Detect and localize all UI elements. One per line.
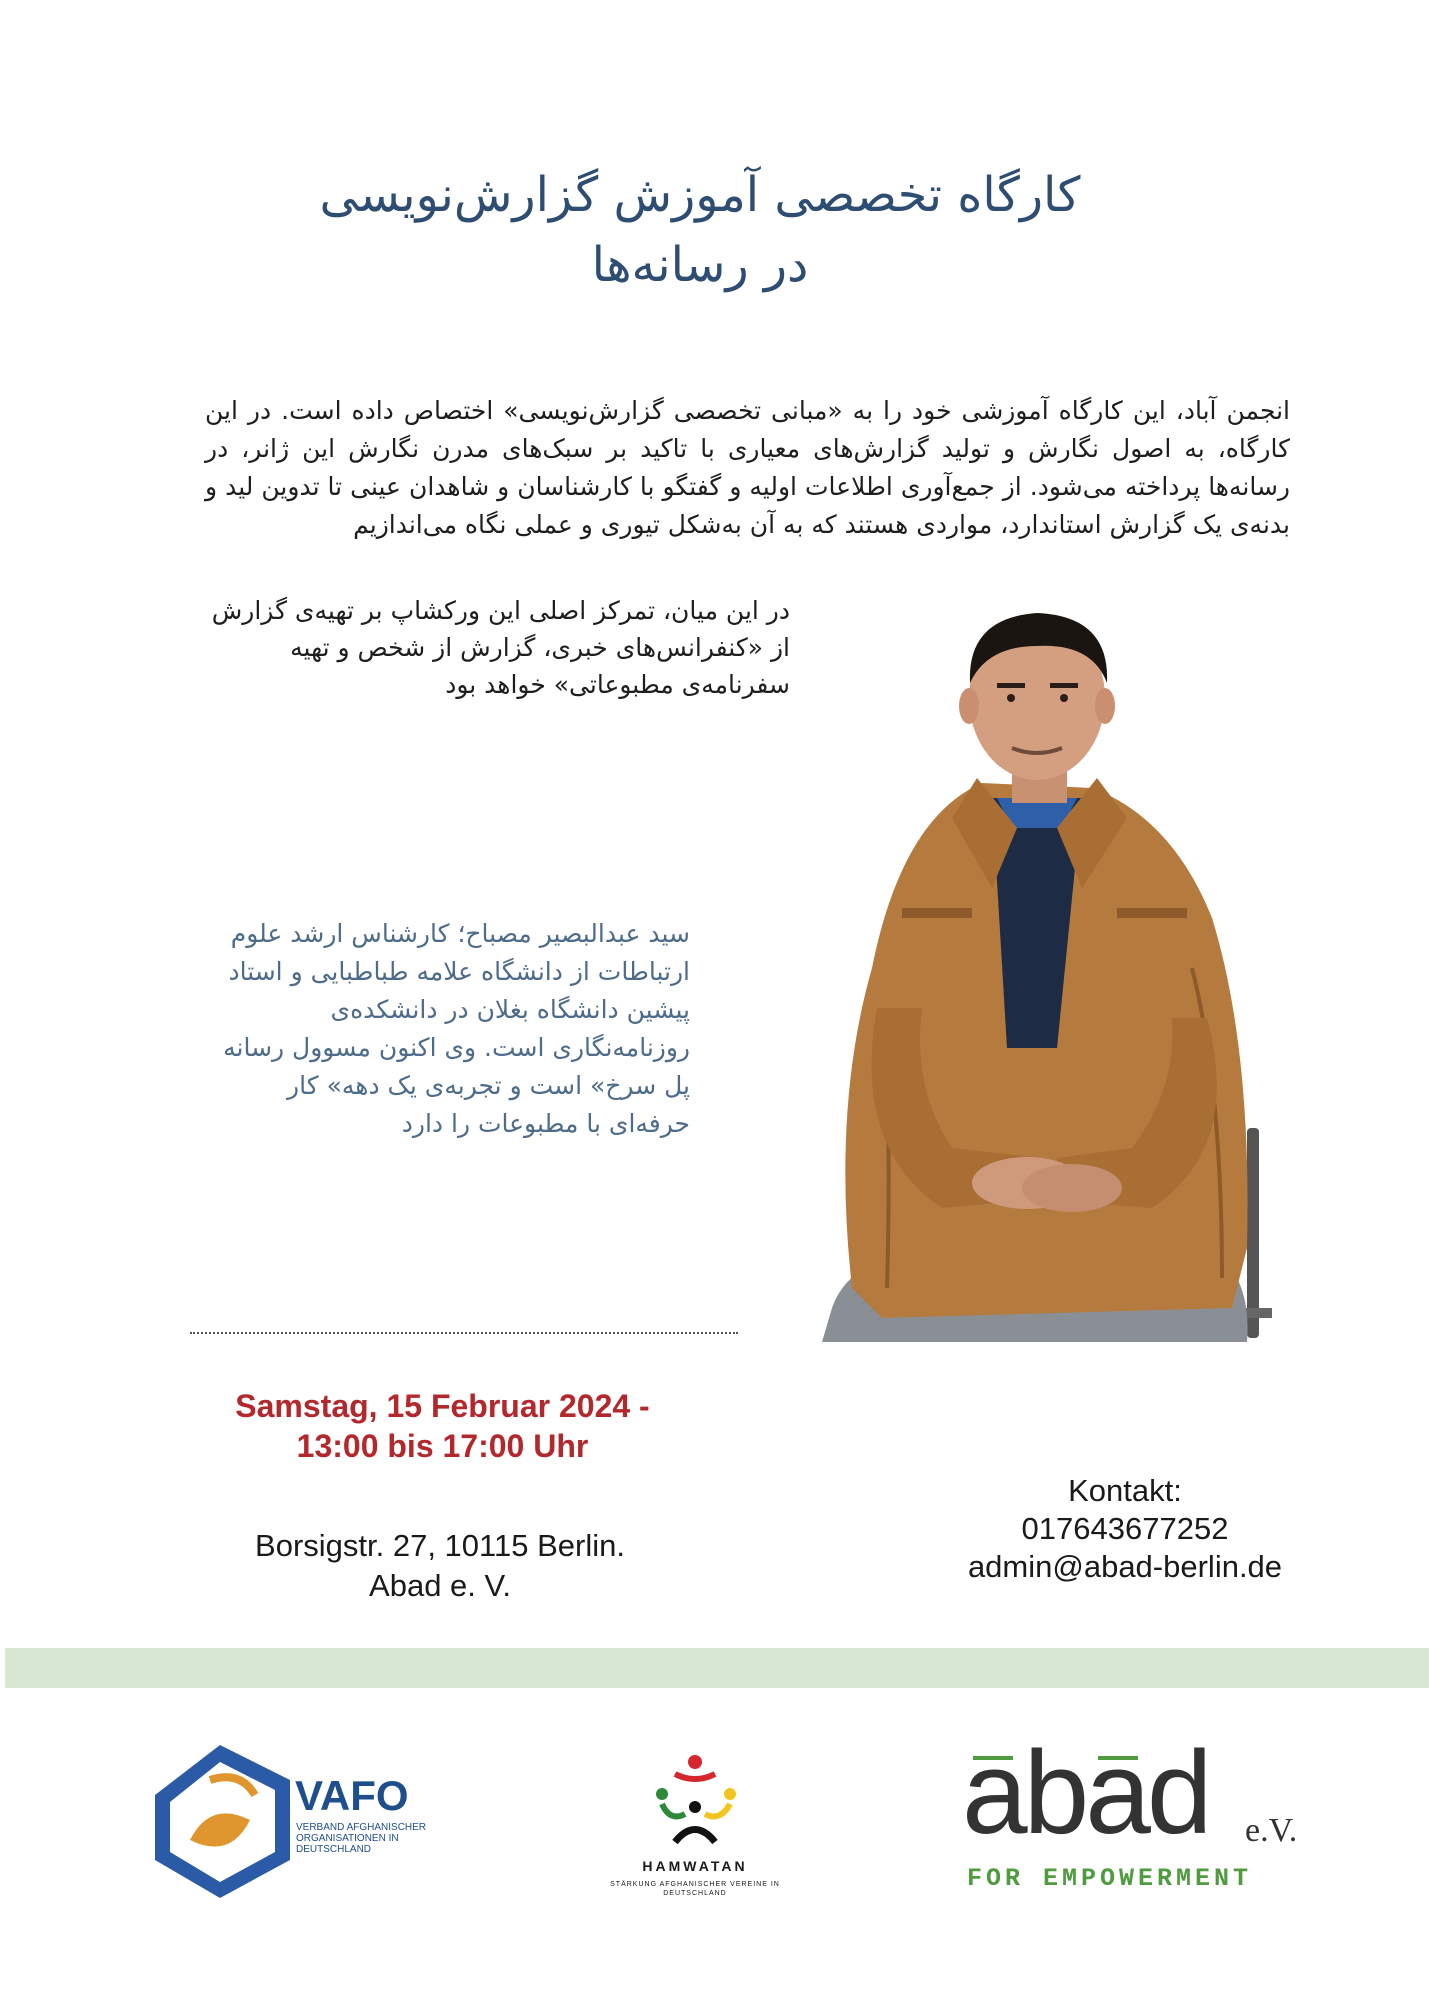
hamwatan-subtitle: STÄRKUNG AFGHANISCHER VEREINE IN DEUTSCHLAND <box>610 1881 780 1897</box>
title-line-2: در رسانه‌ها <box>591 237 809 293</box>
event-datetime <box>170 1386 715 1466</box>
event-time: 13:00 bis 17:00 Uhr <box>296 1428 589 1464</box>
footer-band <box>5 1648 1429 1688</box>
hamwatan-name: HAMWATAN <box>642 1858 748 1874</box>
vafo-subtitle: VERBAND AFGHANISCHER ORGANISATIONEN IN DEUTSCHLAND <box>296 1822 427 1855</box>
abad-tagline: FOR EMPOWERMENT <box>967 1864 1253 1893</box>
event-title <box>250 160 1150 300</box>
abad-wordmark: abad <box>962 1727 1209 1859</box>
hamwatan-logo-icon <box>650 1752 740 1847</box>
event-address <box>200 1526 680 1606</box>
title-line-1: کارگاه تخصصی آموزش گزارش‌نویسی <box>319 167 1081 223</box>
vafo-name: VAFO <box>295 1772 409 1819</box>
intro-paragraph: انجمن آباد، این کارگاه آموزشی خود را به «مبانی تخصصی گزارش‌نویسی» اختصاص داده است. در این کارگاه، به اصول نگارش و تولید گزارش‌های معیاری با تاکید بر سبک‌های مدرن نگارش این ژانر، در رسانه‌ها پرداخته می‌شود. از جمع‌آوری اطلاعات اولیه و گفتگو با کارشناسان و شاهدان عینی تا تدوین لید و بدنه‌ی یک گزارش استاندارد، مواردی هستند که به آن به‌شکل تیوری و عملی نگاه می‌اندازیم <box>205 396 1290 539</box>
speaker-bio: سید عبدالبصیر مصباح؛ کارشناس ارشد علوم ارتباطات از دانشگاه علامه طباطبایی و استاد پیشین دانشگاه بغلان در دانشکده‌ی روزنامه‌نگاری است. وی اکنون مسوول رسانه پل سرخ» است و تجربه‌ی یک دهه» کار حرفه‌ای با مطبوعات را دارد <box>223 919 690 1138</box>
contact-block <box>920 1472 1330 1586</box>
vafo-logo-icon <box>150 1740 440 1900</box>
contact-phone: 017643677252 <box>1021 1511 1229 1546</box>
abad-ev: e.V. <box>1245 1812 1298 1849</box>
address-org: Abad e. V. <box>369 1568 511 1603</box>
contact-email: admin@abad-berlin.de <box>967 1549 1283 1584</box>
speaker-photo <box>792 588 1282 1342</box>
dotted-divider <box>190 1332 738 1334</box>
event-date: Samstag, 15 Februar 2024 - <box>235 1388 650 1424</box>
focus-paragraph: در این میان، تمرکز اصلی این ورکشاپ بر تهیه‌ی گزارش از «کنفرانس‌های خبری، گزارش از شخص و تهیه سفرنامه‌ی مطبوعاتی» خواهد بود <box>211 596 790 699</box>
address-street: Borsigstr. 27, 10115 Berlin. <box>255 1528 625 1563</box>
speaker-illustration <box>792 588 1282 1342</box>
contact-label: Kontakt: <box>1068 1473 1182 1508</box>
